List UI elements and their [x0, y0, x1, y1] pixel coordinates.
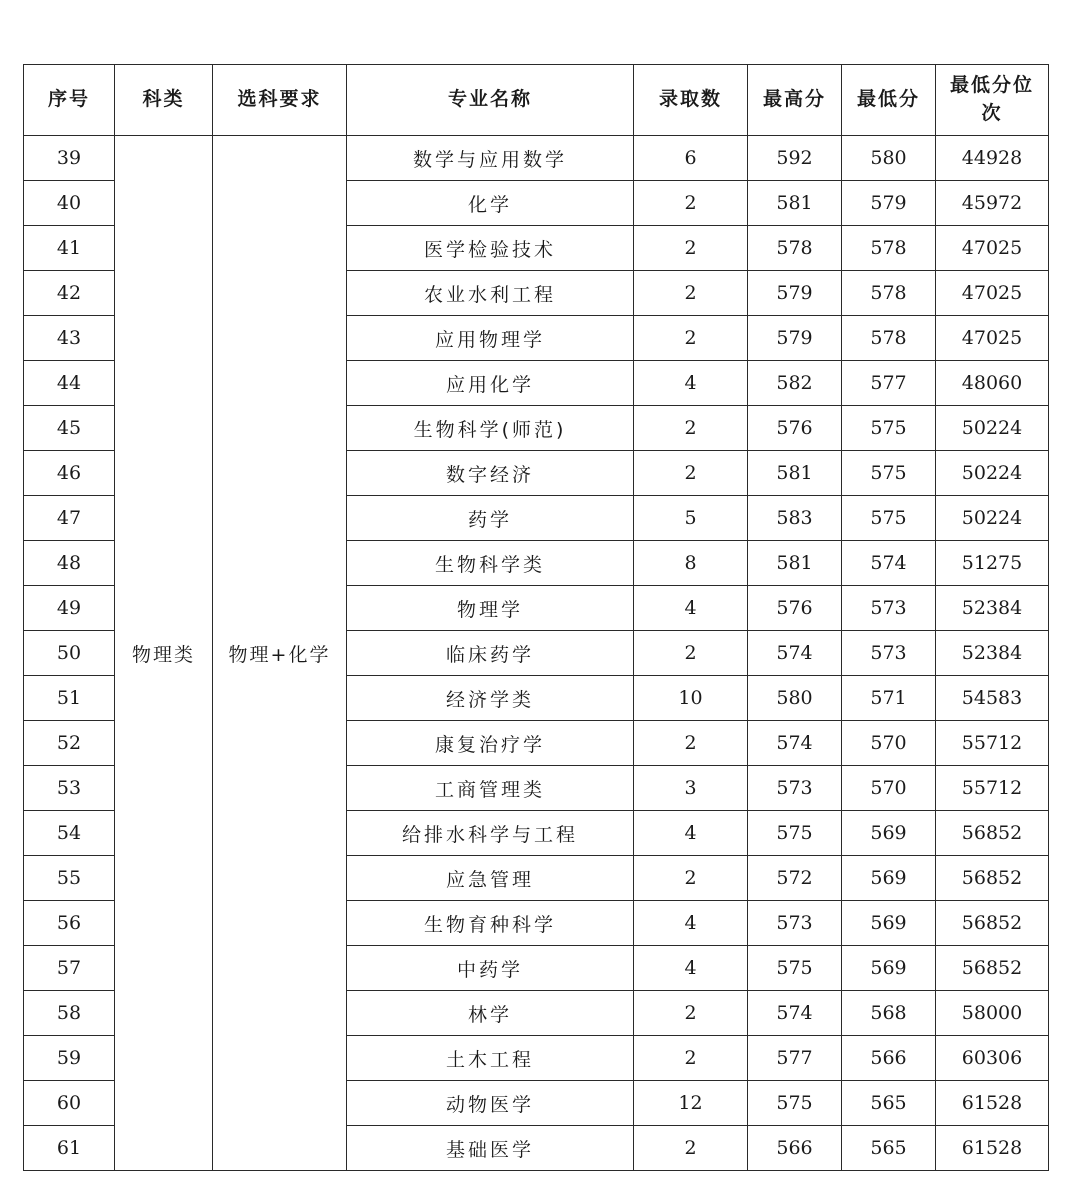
cell-admitted-count: 2	[634, 631, 748, 676]
cell-serial-number: 40	[24, 181, 115, 226]
cell-admitted-count: 4	[634, 901, 748, 946]
cell-lowest-score-rank: 58000	[936, 991, 1049, 1036]
cell-highest-score: 573	[748, 766, 842, 811]
cell-highest-score: 592	[748, 136, 842, 181]
cell-lowest-score-rank: 50224	[936, 451, 1049, 496]
cell-lowest-score: 578	[842, 271, 936, 316]
cell-serial-number: 60	[24, 1081, 115, 1126]
header-row	[24, 65, 1049, 136]
cell-serial-number: 57	[24, 946, 115, 991]
cell-major-name: 林学	[347, 991, 634, 1036]
cell-serial-number: 51	[24, 676, 115, 721]
cell-serial-number: 45	[24, 406, 115, 451]
cell-serial-number: 41	[24, 226, 115, 271]
cell-lowest-score: 574	[842, 541, 936, 586]
cell-major-name: 数字经济	[347, 451, 634, 496]
cell-serial-number: 56	[24, 901, 115, 946]
header-admitted-count: 录取数	[634, 65, 748, 136]
cell-serial-number: 47	[24, 496, 115, 541]
cell-admitted-count: 2	[634, 1036, 748, 1081]
cell-lowest-score: 569	[842, 901, 936, 946]
cell-lowest-score-rank: 47025	[936, 271, 1049, 316]
cell-major-name: 应用物理学	[347, 316, 634, 361]
cell-lowest-score-rank: 45972	[936, 181, 1049, 226]
cell-highest-score: 575	[748, 1081, 842, 1126]
cell-lowest-score: 578	[842, 316, 936, 361]
cell-admitted-count: 12	[634, 1081, 748, 1126]
cell-highest-score: 581	[748, 541, 842, 586]
cell-lowest-score: 568	[842, 991, 936, 1036]
cell-serial-number: 53	[24, 766, 115, 811]
cell-major-name: 药学	[347, 496, 634, 541]
cell-highest-score: 576	[748, 586, 842, 631]
cell-lowest-score-rank: 56852	[936, 946, 1049, 991]
cell-lowest-score: 565	[842, 1126, 936, 1171]
cell-lowest-score: 573	[842, 586, 936, 631]
cell-admitted-count: 4	[634, 811, 748, 856]
cell-lowest-score: 571	[842, 676, 936, 721]
cell-lowest-score: 570	[842, 766, 936, 811]
cell-major-name: 生物科学(师范)	[347, 406, 634, 451]
cell-admitted-count: 2	[634, 271, 748, 316]
cell-lowest-score: 575	[842, 406, 936, 451]
cell-highest-score: 577	[748, 1036, 842, 1081]
cell-major-name: 经济学类	[347, 676, 634, 721]
cell-highest-score: 575	[748, 811, 842, 856]
cell-highest-score: 581	[748, 451, 842, 496]
cell-major-name: 应用化学	[347, 361, 634, 406]
cell-lowest-score: 570	[842, 721, 936, 766]
cell-lowest-score: 578	[842, 226, 936, 271]
cell-admitted-count: 6	[634, 136, 748, 181]
cell-highest-score: 581	[748, 181, 842, 226]
cell-admitted-count: 2	[634, 316, 748, 361]
cell-major-name: 康复治疗学	[347, 721, 634, 766]
header-lowest-score: 最低分	[842, 65, 936, 136]
cell-lowest-score: 575	[842, 451, 936, 496]
header-serial-number: 序号	[24, 65, 115, 136]
cell-admitted-count: 5	[634, 496, 748, 541]
cell-lowest-score: 575	[842, 496, 936, 541]
header-lowest-score-rank: 最低分位次	[936, 65, 1049, 136]
cell-lowest-score-rank: 56852	[936, 856, 1049, 901]
cell-serial-number: 48	[24, 541, 115, 586]
cell-admitted-count: 2	[634, 226, 748, 271]
cell-lowest-score: 569	[842, 811, 936, 856]
cell-highest-score: 583	[748, 496, 842, 541]
cell-lowest-score: 565	[842, 1081, 936, 1126]
cell-highest-score: 578	[748, 226, 842, 271]
cell-highest-score: 582	[748, 361, 842, 406]
cell-admitted-count: 2	[634, 451, 748, 496]
cell-major-name: 应急管理	[347, 856, 634, 901]
cell-lowest-score: 569	[842, 856, 936, 901]
cell-major-name: 临床药学	[347, 631, 634, 676]
cell-admitted-count: 10	[634, 676, 748, 721]
cell-highest-score: 575	[748, 946, 842, 991]
cell-lowest-score-rank: 47025	[936, 226, 1049, 271]
cell-lowest-score-rank: 56852	[936, 811, 1049, 856]
header-subject-requirement: 选科要求	[213, 65, 347, 136]
cell-lowest-score-rank: 55712	[936, 721, 1049, 766]
cell-highest-score: 566	[748, 1126, 842, 1171]
cell-major-name: 物理学	[347, 586, 634, 631]
cell-admitted-count: 4	[634, 361, 748, 406]
cell-major-name: 生物育种科学	[347, 901, 634, 946]
header-highest-score: 最高分	[748, 65, 842, 136]
cell-admitted-count: 8	[634, 541, 748, 586]
cell-admitted-count: 2	[634, 181, 748, 226]
cell-highest-score: 574	[748, 721, 842, 766]
cell-highest-score: 574	[748, 991, 842, 1036]
cell-lowest-score: 580	[842, 136, 936, 181]
cell-major-name: 医学检验技术	[347, 226, 634, 271]
cell-serial-number: 43	[24, 316, 115, 361]
cell-lowest-score-rank: 61528	[936, 1081, 1049, 1126]
cell-major-name: 土木工程	[347, 1036, 634, 1081]
cell-subject-requirement: 物理+化学	[213, 136, 347, 1171]
cell-major-name: 化学	[347, 181, 634, 226]
cell-major-name: 基础医学	[347, 1126, 634, 1171]
cell-major-name: 给排水科学与工程	[347, 811, 634, 856]
admission-scores-table	[23, 64, 1049, 1171]
cell-major-name: 工商管理类	[347, 766, 634, 811]
cell-serial-number: 54	[24, 811, 115, 856]
cell-admitted-count: 2	[634, 406, 748, 451]
cell-major-name: 中药学	[347, 946, 634, 991]
cell-serial-number: 46	[24, 451, 115, 496]
cell-lowest-score: 577	[842, 361, 936, 406]
cell-lowest-score-rank: 56852	[936, 901, 1049, 946]
cell-lowest-score: 566	[842, 1036, 936, 1081]
cell-lowest-score-rank: 55712	[936, 766, 1049, 811]
cell-highest-score: 579	[748, 316, 842, 361]
cell-major-name: 生物科学类	[347, 541, 634, 586]
header-category: 科类	[115, 65, 213, 136]
cell-highest-score: 576	[748, 406, 842, 451]
cell-highest-score: 572	[748, 856, 842, 901]
cell-lowest-score-rank: 51275	[936, 541, 1049, 586]
cell-admitted-count: 3	[634, 766, 748, 811]
cell-major-name: 动物医学	[347, 1081, 634, 1126]
cell-serial-number: 61	[24, 1126, 115, 1171]
cell-serial-number: 52	[24, 721, 115, 766]
cell-admitted-count: 2	[634, 1126, 748, 1171]
cell-serial-number: 59	[24, 1036, 115, 1081]
cell-category: 物理类	[115, 136, 213, 1171]
cell-lowest-score-rank: 44928	[936, 136, 1049, 181]
cell-admitted-count: 2	[634, 721, 748, 766]
cell-admitted-count: 2	[634, 991, 748, 1036]
cell-lowest-score-rank: 50224	[936, 406, 1049, 451]
cell-lowest-score-rank: 61528	[936, 1126, 1049, 1171]
cell-lowest-score-rank: 47025	[936, 316, 1049, 361]
cell-lowest-score-rank: 52384	[936, 631, 1049, 676]
cell-admitted-count: 4	[634, 586, 748, 631]
cell-serial-number: 55	[24, 856, 115, 901]
cell-serial-number: 39	[24, 136, 115, 181]
cell-lowest-score: 573	[842, 631, 936, 676]
cell-highest-score: 580	[748, 676, 842, 721]
cell-serial-number: 58	[24, 991, 115, 1036]
cell-admitted-count: 4	[634, 946, 748, 991]
cell-major-name: 数学与应用数学	[347, 136, 634, 181]
cell-lowest-score-rank: 52384	[936, 586, 1049, 631]
cell-lowest-score-rank: 60306	[936, 1036, 1049, 1081]
cell-serial-number: 42	[24, 271, 115, 316]
cell-lowest-score: 579	[842, 181, 936, 226]
cell-admitted-count: 2	[634, 856, 748, 901]
cell-major-name: 农业水利工程	[347, 271, 634, 316]
cell-lowest-score-rank: 48060	[936, 361, 1049, 406]
cell-serial-number: 49	[24, 586, 115, 631]
cell-serial-number: 50	[24, 631, 115, 676]
cell-lowest-score-rank: 50224	[936, 496, 1049, 541]
cell-lowest-score-rank: 54583	[936, 676, 1049, 721]
header-major-name: 专业名称	[347, 65, 634, 136]
cell-highest-score: 579	[748, 271, 842, 316]
table-body	[24, 136, 1049, 1171]
cell-lowest-score: 569	[842, 946, 936, 991]
cell-highest-score: 573	[748, 901, 842, 946]
table-row	[24, 136, 1049, 181]
cell-highest-score: 574	[748, 631, 842, 676]
cell-serial-number: 44	[24, 361, 115, 406]
